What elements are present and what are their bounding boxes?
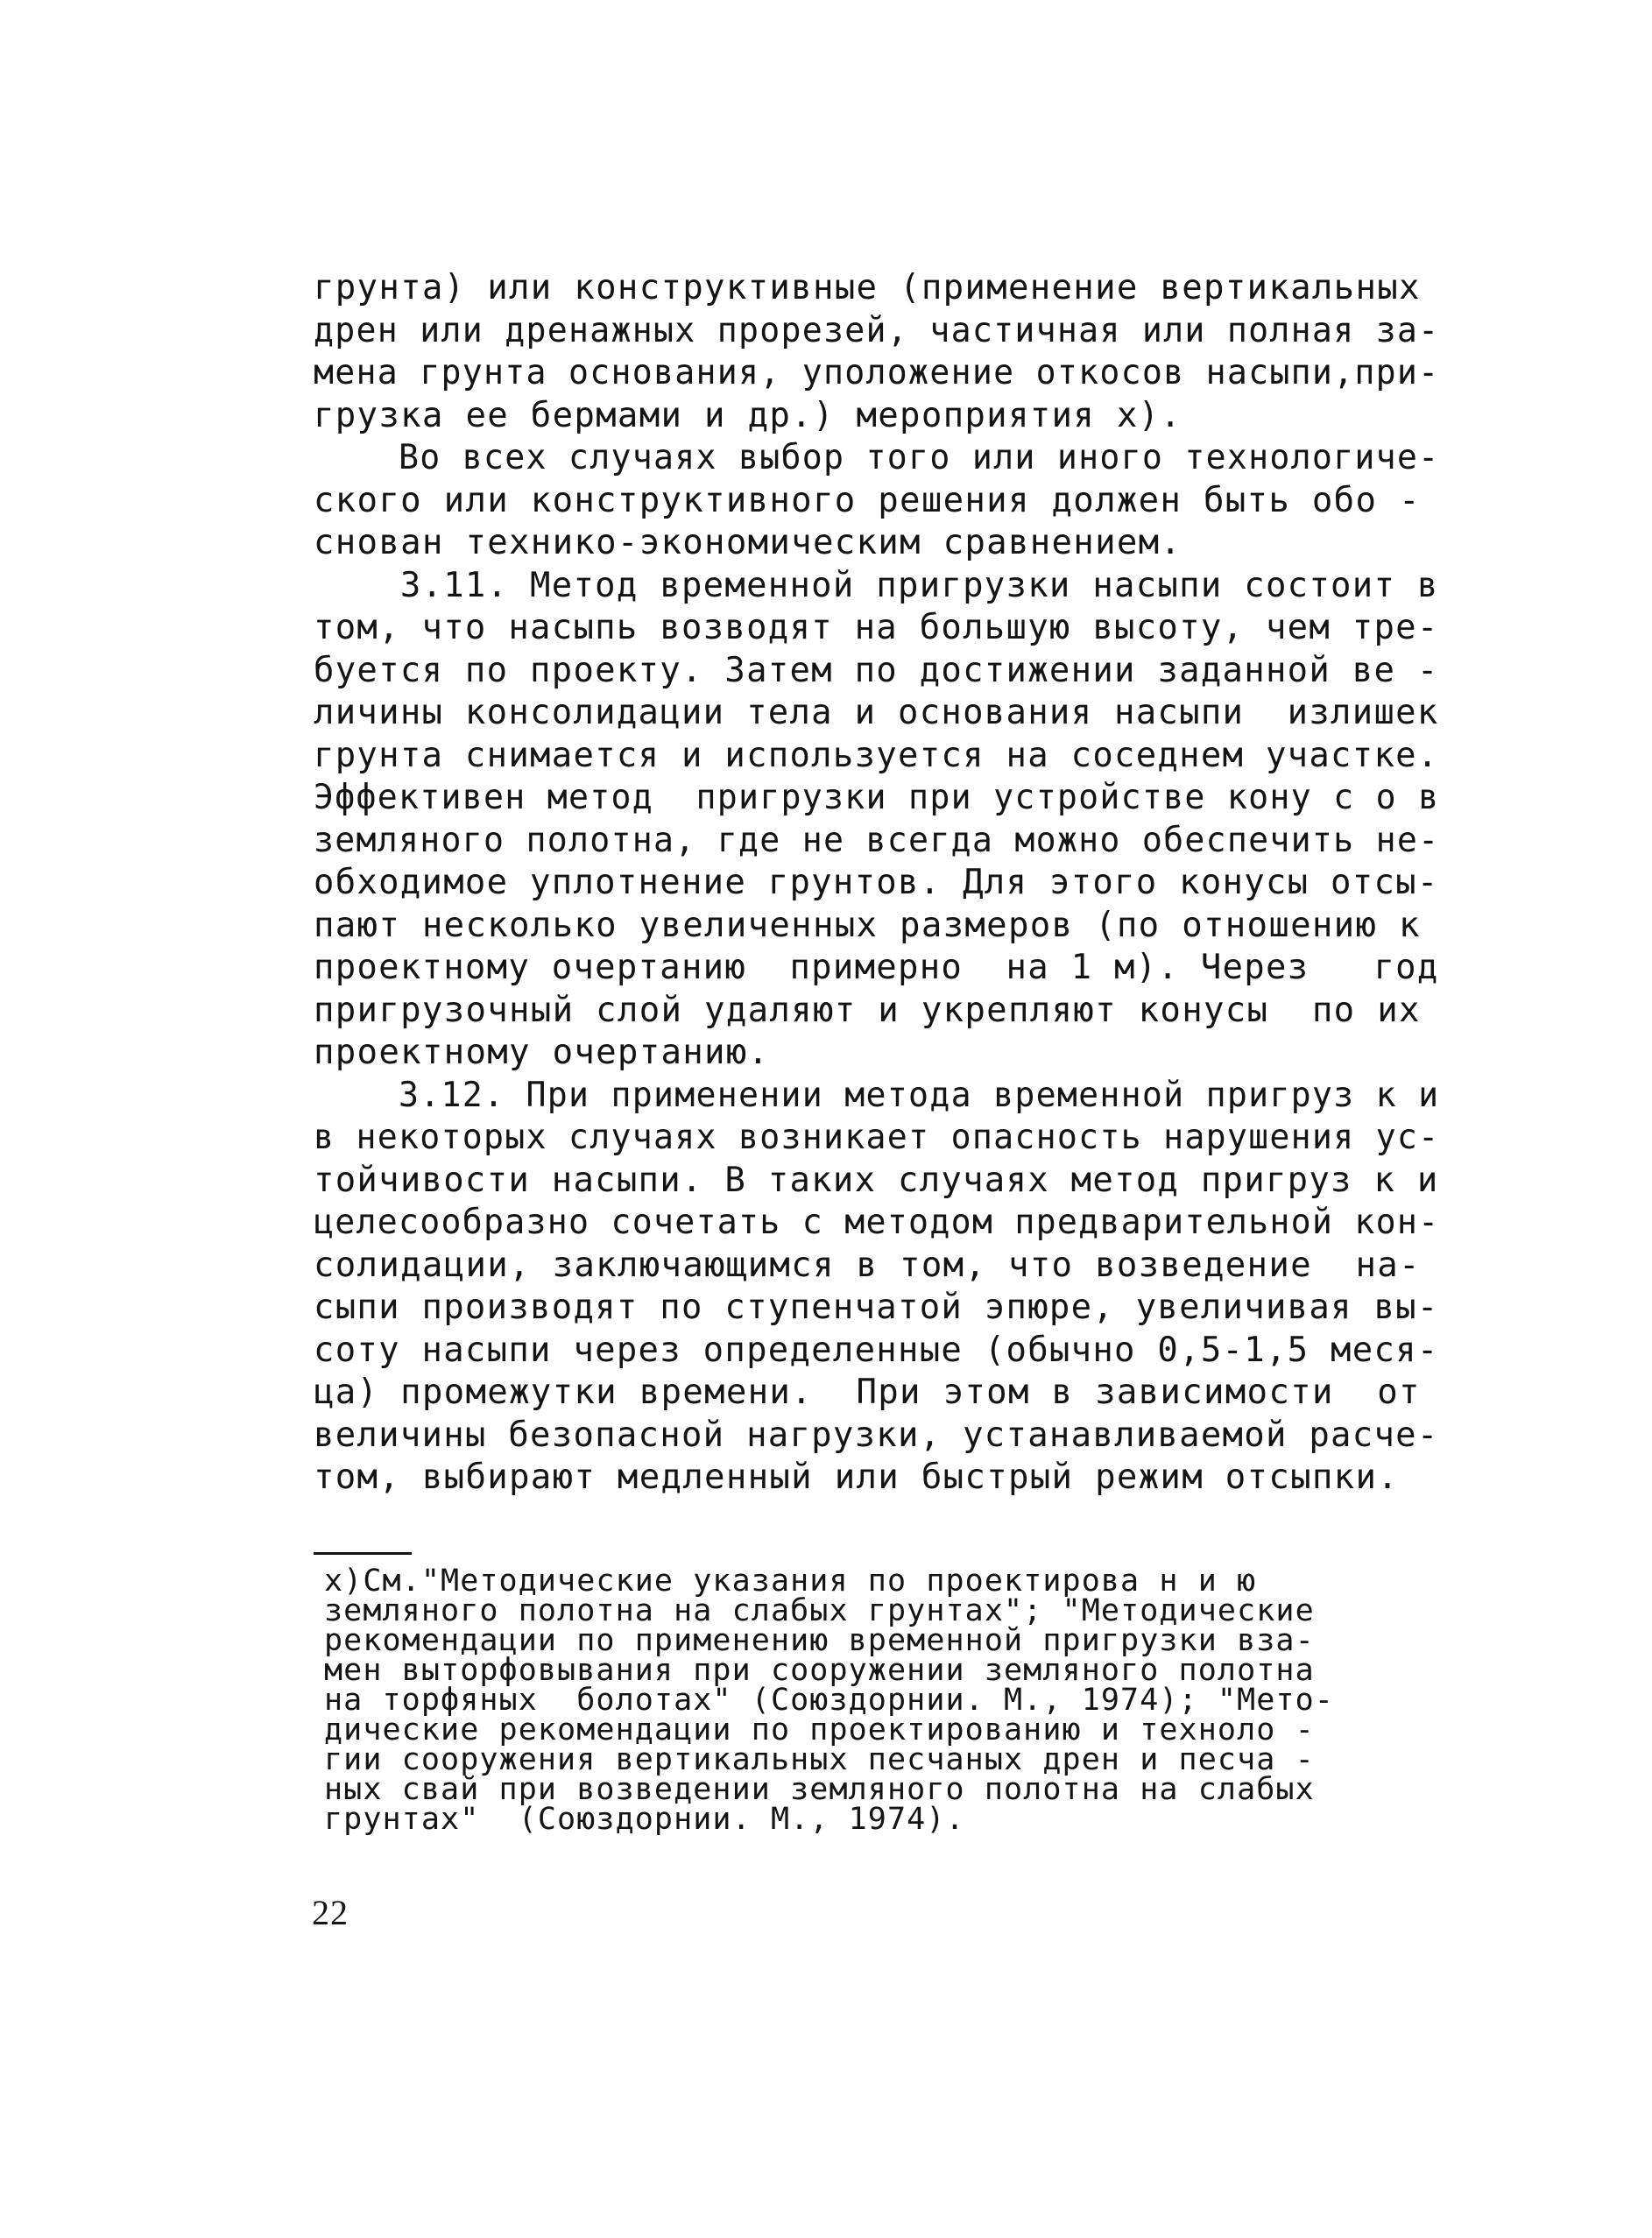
footnote-divider bbox=[314, 1552, 412, 1555]
body-line: том, что насыпь возводят на большую высоту, чем тре- bbox=[314, 608, 1439, 647]
body-line: грузка ее бермами и др.) мероприятия x). bbox=[314, 395, 1183, 435]
footnote-line: ных свай при возведении земляного полотна на слабых bbox=[324, 1772, 1315, 1807]
body-line: мена грунта основания, уположение откосов насыпи,при- bbox=[314, 353, 1440, 392]
body-line: проектному очертанию. bbox=[314, 1033, 770, 1072]
body-line: личины консолидации тела и основания насыпи излишек bbox=[314, 693, 1439, 732]
footnote-line: гии сооружения вертикальных песчаных дрен и песча - bbox=[324, 1742, 1315, 1777]
body-line: ского или конструктивного решения должен быть обо - bbox=[314, 480, 1421, 520]
body-line: пригрузочный слой удаляют и укрепляют конусы по их bbox=[314, 990, 1421, 1030]
body-line: 3.11. Метод временной пригрузки насыпи состоит в bbox=[314, 565, 1439, 605]
body-line: сыпи производят по ступенчатой эпюре, увеличивая вы- bbox=[314, 1288, 1439, 1327]
footnote-line: рекомендации по применению временной пригрузки вза- bbox=[324, 1623, 1315, 1658]
body-line: Во всех случаях выбор того или иного технологиче- bbox=[314, 438, 1440, 477]
page-number: 22 bbox=[312, 1893, 349, 1932]
body-line: обходимое уплотнение грунтов. Для этого конусы отсы- bbox=[314, 863, 1439, 902]
body-line: проектному очертанию примерно на 1 м). Через год bbox=[314, 948, 1439, 987]
body-line: тойчивости насыпи. В таких случаях метод пригруз к и bbox=[314, 1160, 1439, 1200]
body-line: дрен или дренажных прорезей, частичная или полная за- bbox=[314, 310, 1440, 350]
body-line: том, выбирают медленный или быстрый режим отсыпки. bbox=[314, 1458, 1399, 1497]
body-line: грунта) или конструктивные (применение вертикальных bbox=[314, 268, 1421, 307]
body-line: в некоторых случаях возникает опасность нарушения ус- bbox=[314, 1118, 1440, 1157]
body-line: величины безопасной нагрузки, устанавливаемой расче- bbox=[314, 1415, 1439, 1455]
footnote-line: грунтах" (Союздорнии. М., 1974). bbox=[324, 1802, 965, 1837]
footnote-line: земляного полотна на слабых грунтах"; "Методические bbox=[324, 1593, 1315, 1628]
footnote-line: x)См."Методические указания по проектирова н и ю bbox=[324, 1564, 1257, 1599]
footnote-line: мен выторфовывания при сооружении земляного полотна bbox=[324, 1653, 1315, 1688]
body-line: солидации, заключающимся в том, что возведение на- bbox=[314, 1245, 1421, 1285]
body-line: грунта снимается и используется на соседнем участке. bbox=[314, 735, 1439, 775]
footnote-line: на торфяных болотах" (Союздорнии. М., 1974); "Мето- bbox=[324, 1683, 1334, 1718]
footnote-line: дические рекомендации по проектированию и техноло - bbox=[324, 1712, 1315, 1747]
body-line: земляного полотна, где не всегда можно обеспечить не- bbox=[314, 820, 1440, 860]
body-line: соту насыпи через определенные (обычно 0,5-1,5 меся- bbox=[314, 1330, 1439, 1370]
body-line: пают несколько увеличенных размеров (по отношению к bbox=[314, 905, 1421, 945]
body-line: целесообразно сочетать с методом предварительной кон- bbox=[314, 1203, 1440, 1242]
body-line: снован технико-экономическим сравнением. bbox=[314, 523, 1183, 562]
body-line: буется по проекту. Затем по достижении заданной ве - bbox=[314, 650, 1439, 690]
body-line: Эффективен метод пригрузки при устройстве кону с о в bbox=[314, 778, 1440, 817]
body-line: ца) промежутки времени. При этом в зависимости от bbox=[314, 1373, 1421, 1412]
body-line: 3.12. При применении метода временной пригруз к и bbox=[314, 1075, 1440, 1115]
